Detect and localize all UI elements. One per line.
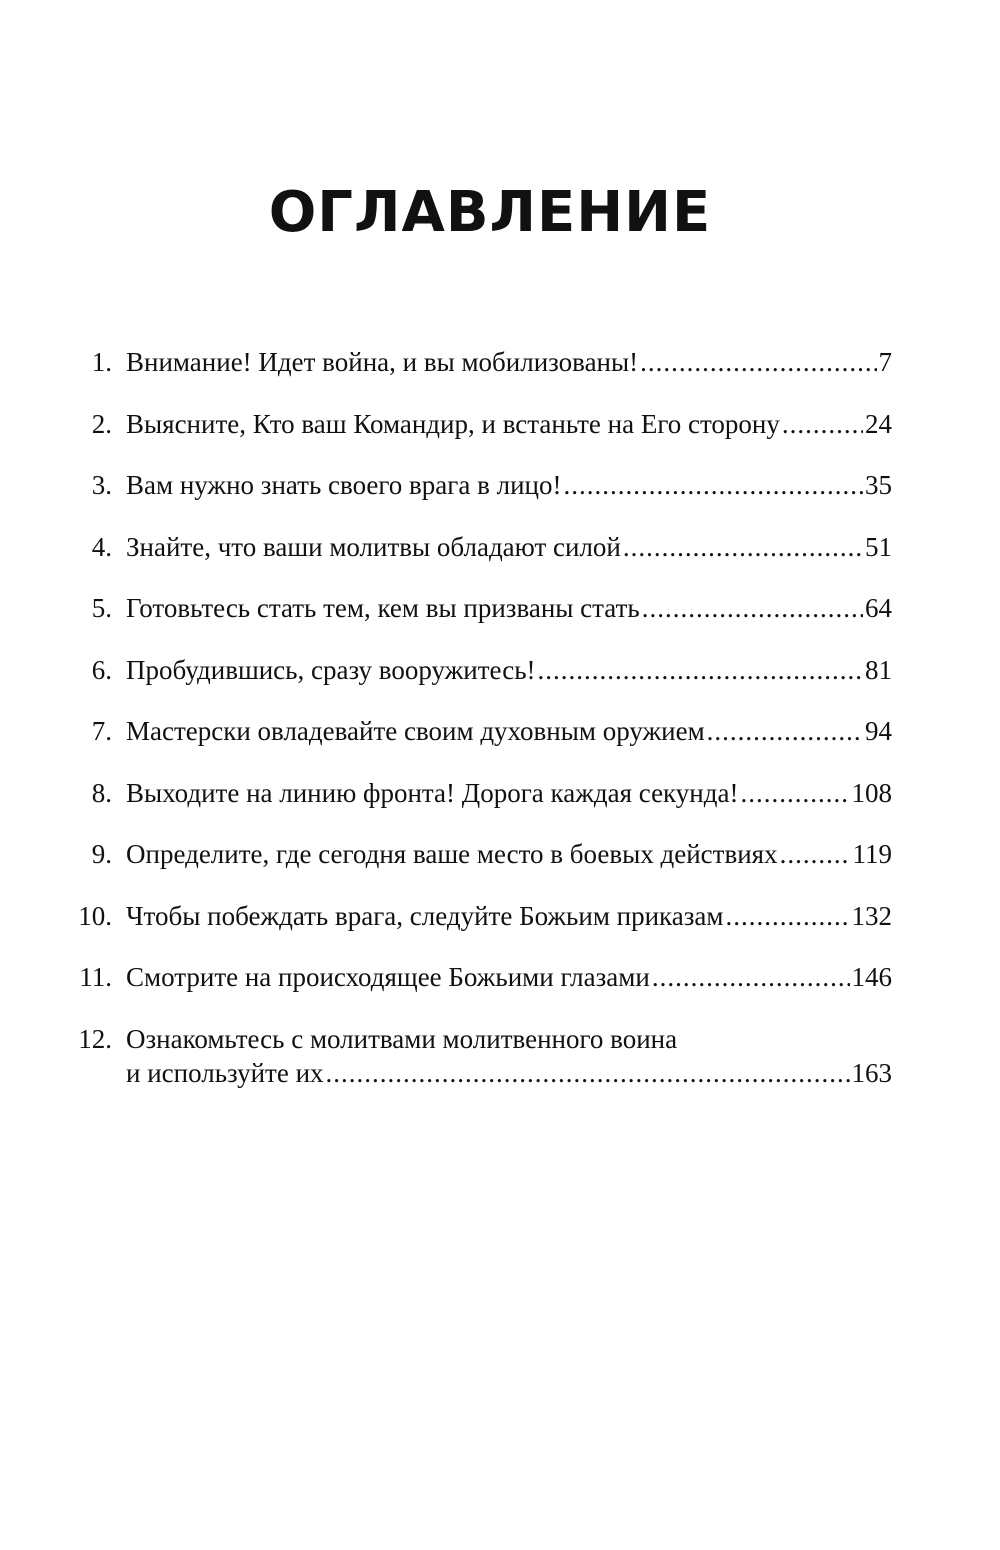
toc-entry-1 (60, 342, 892, 404)
dot-leader (642, 588, 863, 628)
entry-title: Определите, где сегодня ваше место в боевых действиях (126, 839, 778, 869)
dot-leader (740, 773, 849, 813)
dot-leader (538, 650, 864, 690)
entry-number: 7. (91, 716, 112, 746)
entry-number: 1. (91, 347, 112, 377)
dot-leader (623, 527, 863, 567)
toc-entry-12 (60, 1019, 892, 1099)
toc-entry-11 (60, 957, 892, 1019)
entry-page-number: 94 (865, 716, 892, 746)
toc-entry-5 (60, 588, 892, 650)
entry-page-number: 24 (865, 408, 892, 439)
entry-title: Внимание! Идет война, и вы мобилизованы! (126, 347, 639, 377)
entry-title: Выходите на линию фронта! Дорога каждая секунда! (126, 777, 739, 808)
entry-page-number: 51 (865, 531, 892, 562)
toc-entry-10 (60, 896, 892, 958)
entry-page-number: 35 (865, 470, 892, 500)
entry-title: Чтобы побеждать врага, следуйте Божьим приказам (126, 900, 724, 931)
entry-page-number: 119 (852, 839, 892, 869)
entry-number: 4. (91, 531, 112, 562)
entry-title: Пробудившись, сразу вооружитесь! (126, 654, 536, 685)
dot-leader (563, 465, 863, 505)
entry-number: 9. (91, 839, 112, 869)
entry-page-number: 81 (865, 654, 892, 685)
entry-title: Знайте, что ваши молитвы обладают силой (126, 531, 621, 562)
dot-leader (326, 1053, 850, 1093)
entry-number: 6. (91, 654, 112, 685)
entry-number: 5. (91, 593, 112, 623)
entry-number: 2. (91, 408, 112, 439)
entry-title-line-2: и используйте их (126, 1057, 324, 1088)
toc-entry-9 (60, 834, 892, 896)
table-of-contents (60, 342, 892, 1099)
dot-leader (640, 342, 876, 382)
dot-leader (707, 711, 863, 751)
entry-number: 11. (79, 962, 112, 992)
dot-leader (652, 957, 850, 997)
entry-page-number: 108 (851, 777, 892, 808)
entry-number: 8. (91, 777, 112, 808)
entry-page-number: 163 (851, 1057, 892, 1088)
toc-entry-6 (60, 650, 892, 712)
entry-title: Мастерски овладевайте своим духовным оружием (126, 716, 705, 746)
toc-entry-7 (60, 711, 892, 773)
entry-title-line-1: Ознакомьтесь с молитвами молитвенного воина (126, 1023, 678, 1054)
entry-number: 3. (91, 470, 112, 500)
entry-number: 10. (78, 900, 112, 931)
entry-page-number: 64 (865, 593, 892, 623)
entry-number: 12. (78, 1023, 112, 1054)
entry-title: Выясните, Кто ваш Командир, и встаньте на Его сторону (126, 408, 780, 439)
dot-leader (725, 896, 849, 936)
entry-title: Вам нужно знать своего врага в лицо! (126, 470, 562, 500)
toc-entry-4 (60, 527, 892, 589)
entry-page-number: 7 (878, 347, 892, 377)
toc-entry-8 (60, 773, 892, 835)
entry-page-number: 132 (851, 900, 892, 931)
dot-leader (782, 404, 863, 444)
entry-title: Смотрите на происходящее Божьими глазами (126, 962, 650, 992)
toc-entry-2 (60, 404, 892, 466)
toc-entry-3 (60, 465, 892, 527)
page-title: ОГЛАВЛЕНИЕ (268, 179, 712, 245)
dot-leader (780, 834, 851, 874)
entry-title: Готовьтесь стать тем, кем вы призваны стать (126, 593, 640, 623)
entry-page-number: 146 (851, 962, 892, 992)
